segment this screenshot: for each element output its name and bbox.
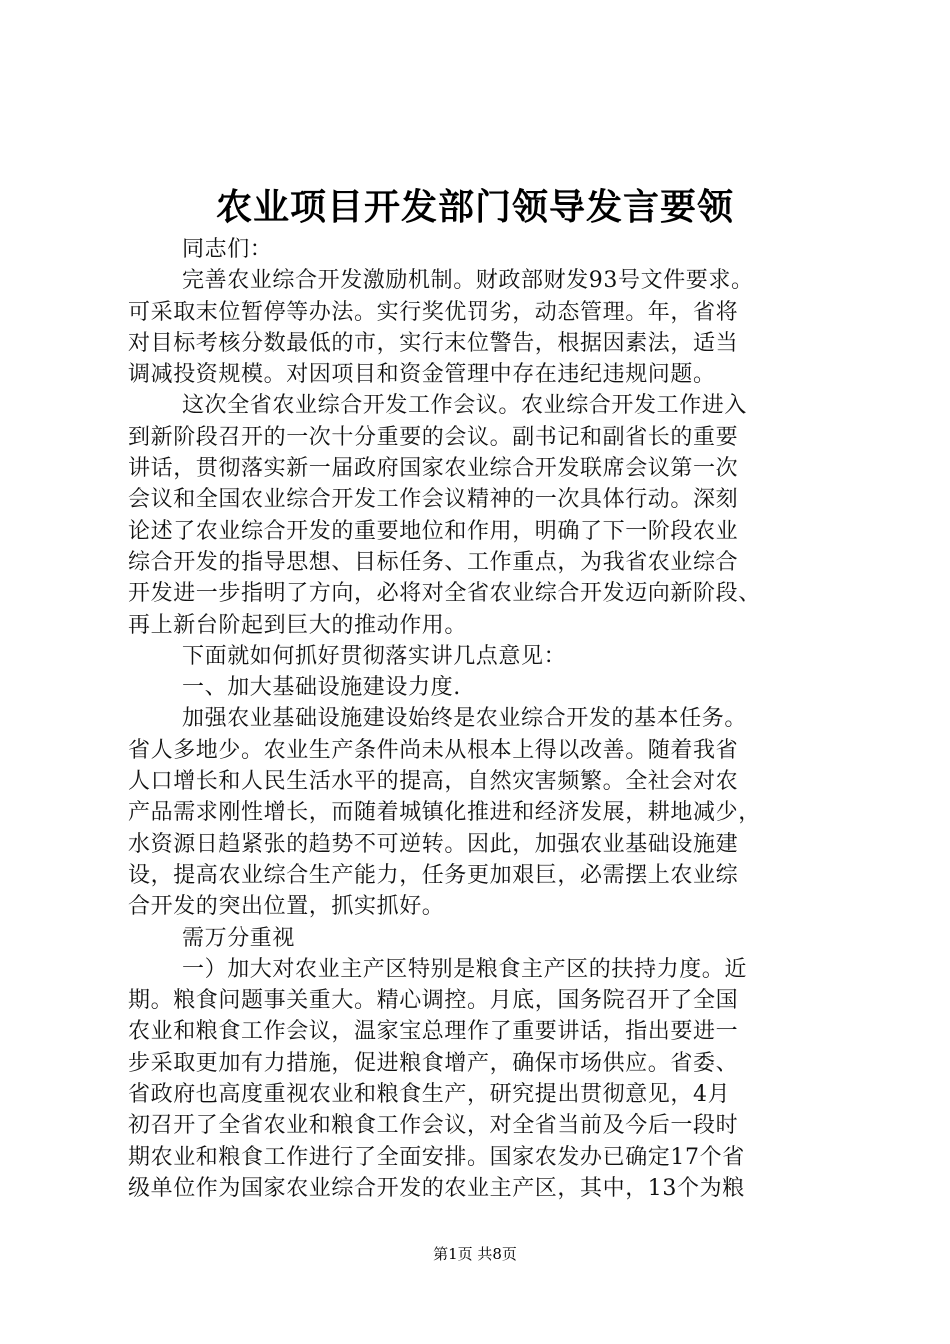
text-line: 农业和粮食工作会议，温家宝总理作了重要讲话，指出要进一 <box>128 1019 739 1045</box>
text-line: 需万分重视 <box>182 925 296 951</box>
text-line: 讲话，贯彻落实新一届政府国家农业综合开发联席会议第一次 <box>128 456 739 482</box>
text-line: 一）加大对农业主产区特别是粮食主产区的扶持力度。近 <box>182 956 748 982</box>
text-line: 论述了农业综合开发的重要地位和作用，明确了下一阶段农业 <box>128 518 739 544</box>
text-line: 期。粮食问题事关重大。精心调控。月底，国务院召开了全国 <box>128 988 739 1014</box>
text-line: 调减投资规模。对因项目和资金管理中存在违纪违规问题。 <box>128 362 716 388</box>
text-line: 可采取末位暂停等办法。实行奖优罚劣，动态管理。年，省将 <box>128 299 739 325</box>
text-line: 加强农业基础设施建设始终是农业综合开发的基本任务。 <box>182 706 748 732</box>
text-line: 完善农业综合开发激励机制。财政部财发93号文件要求。 <box>182 268 754 294</box>
text-line: 产品需求刚性增长，而随着城镇化推进和经济发展，耕地减少， <box>128 800 761 826</box>
text-line: 设，提高农业综合生产能力，任务更加艰巨，必需摆上农业综 <box>128 862 739 888</box>
text-line: 级单位作为国家农业综合开发的农业主产区，其中，13个为粮 <box>128 1175 745 1201</box>
text-line: 省政府也高度重视农业和粮食生产，研究提出贯彻意见，4月 <box>128 1082 731 1108</box>
text-line: 到新阶段召开的一次十分重要的会议。副书记和副省长的重要 <box>128 424 739 450</box>
text-line: 水资源日趋紧张的趋势不可逆转。因此，加强农业基础设施建 <box>128 831 739 857</box>
text-line: 人口增长和人民生活水平的提高，自然灾害频繁。全社会对农 <box>128 769 739 795</box>
text-line: 步采取更加有力措施，促进粮食增产，确保市场供应。省委、 <box>128 1050 739 1076</box>
text-line: 期农业和粮食工作进行了全面安排。国家农发办已确定17个省 <box>128 1144 745 1170</box>
text-line: 一、加大基础设施建设力度. <box>182 675 461 701</box>
text-line: 初召开了全省农业和粮食工作会议，对全省当前及今后一段时 <box>128 1113 739 1139</box>
text-line: 会议和全国农业综合开发工作会议精神的一次具体行动。深刻 <box>128 487 739 513</box>
text-line: 综合开发的指导思想、目标任务、工作重点，为我省农业综合 <box>128 549 739 575</box>
text-line: 合开发的突出位置，抓实抓好。 <box>128 894 445 920</box>
text-line: 再上新台阶起到巨大的推动作用。 <box>128 612 468 638</box>
text-line: 开发进一步指明了方向，必将对全省农业综合开发迈向新阶段、 <box>128 581 761 607</box>
document-body <box>128 234 828 1204</box>
text-line: 对目标考核分数最低的市，实行末位警告，根据因素法，适当 <box>128 330 739 356</box>
text-line: 下面就如何抓好贯彻落实讲几点意见： <box>182 643 567 669</box>
text-line: 同志们： <box>182 237 273 262</box>
document-title: 农业项目开发部门领导发言要领 <box>215 187 734 228</box>
text-line: 省人多地少。农业生产条件尚未从根本上得以改善。随着我省 <box>128 737 739 763</box>
page-footer: 第1页 共8页 <box>433 1245 517 1263</box>
text-line: 这次全省农业综合开发工作会议。农业综合开发工作进入 <box>182 393 748 419</box>
